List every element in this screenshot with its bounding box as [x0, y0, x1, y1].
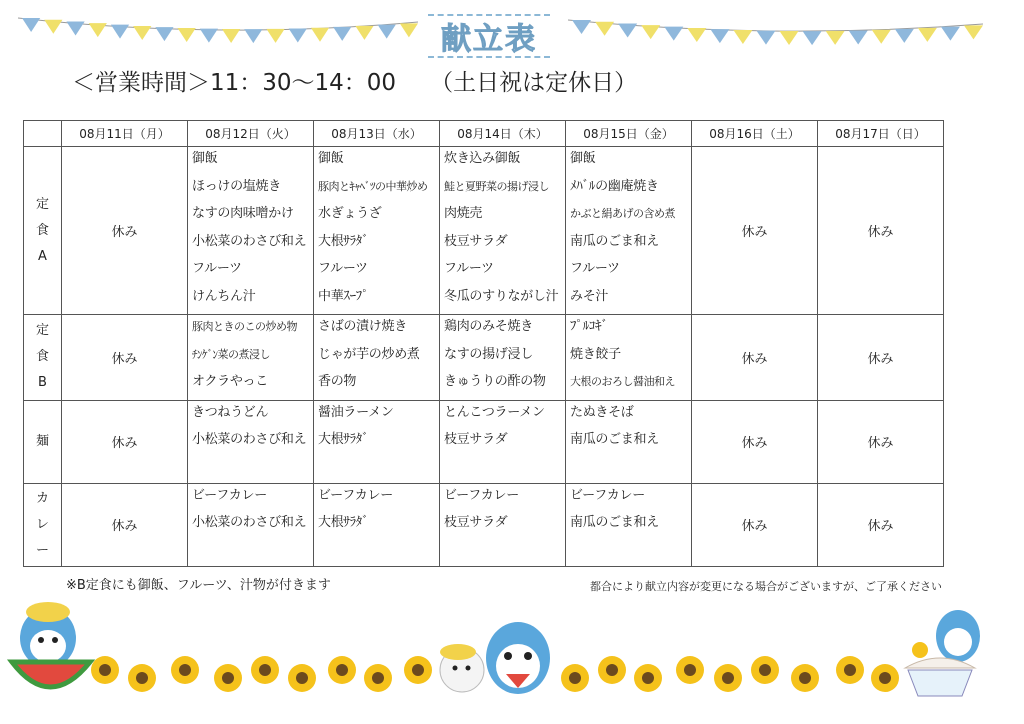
day-header: 08月11日（月）: [62, 121, 188, 147]
sunflower-icon: [751, 656, 779, 684]
menu-item: ﾁﾝｹﾞﾝ菜の煮浸し: [192, 347, 270, 361]
sunflower-icon: [288, 664, 316, 692]
menu-item: 焼き餃子: [570, 346, 621, 362]
bunting-flag: [200, 29, 218, 43]
menu-item: フルーツ: [192, 261, 242, 276]
chick-icon: [440, 644, 484, 692]
footnote-left: ※B定食にも御飯、フルーツ、汁物が付きます: [66, 578, 331, 593]
bunting-flag: [178, 28, 196, 42]
bunting-flag: [266, 29, 284, 43]
menu-item: 南瓜のごま和え: [570, 515, 659, 530]
rest-cell: 休み: [62, 147, 188, 315]
sunflower-icon: [836, 656, 864, 684]
menu-item: オクラやっこ: [192, 374, 268, 389]
menu-item: たぬきそば: [570, 404, 634, 420]
sunflower-icon: [598, 656, 626, 684]
bunting-flag: [222, 29, 240, 43]
day-header: 08月15日（金）: [566, 121, 692, 147]
bunting-flag: [687, 28, 706, 42]
bunting-flag: [618, 24, 637, 38]
bunting-flag: [66, 22, 84, 36]
category-label: カレー: [24, 483, 62, 566]
bunting-flag: [111, 25, 129, 39]
bunting-flag: [756, 31, 775, 45]
menu-item: 豚肉とｷｬﾍﾞﾂの中華炒め: [318, 179, 428, 193]
menu-item: 大根のおろし醤油和え: [570, 375, 675, 388]
menu-item: フルーツ: [570, 261, 620, 276]
menu-item: 鮭と夏野菜の揚げ浸し: [444, 179, 549, 193]
bunting-flag: [918, 28, 937, 42]
day-header: 08月17日（日）: [818, 121, 944, 147]
menu-item: 醤油ラーメン: [318, 404, 394, 420]
menu-item: 御飯: [318, 151, 344, 166]
bunting-flag: [44, 20, 62, 34]
menu-cell: [440, 147, 566, 315]
menu-cell: [314, 400, 440, 483]
bunting-flag: [155, 27, 173, 41]
menu-item: ﾒﾊﾞﾙの幽庵焼き: [570, 178, 659, 194]
bunting-flag: [89, 23, 107, 37]
bunting-flag: [964, 25, 983, 39]
menu-item: きつねうどん: [192, 404, 269, 420]
menu-item: 大根ｻﾗﾀﾞ: [318, 233, 369, 249]
rest-cell: 休み: [692, 483, 818, 566]
menu-item: 御飯: [192, 151, 218, 166]
sunflower-icon: [561, 664, 589, 692]
hours-text: ＜営業時間＞11：30〜14：00: [72, 70, 397, 96]
menu-cell: [314, 147, 440, 315]
sunflower-icon: [634, 664, 662, 692]
day-header: 08月13日（水）: [314, 121, 440, 147]
bunting-flag: [872, 30, 891, 44]
penguin-center-icon: [486, 622, 550, 694]
rest-cell: 休み: [62, 483, 188, 566]
menu-item: ビーフカレー: [570, 487, 645, 503]
bunting-flag: [378, 25, 396, 39]
sunflower-icon: [328, 656, 356, 684]
menu-cell: [566, 400, 692, 483]
bunting-flag: [710, 29, 729, 43]
bunting-flag: [849, 30, 868, 44]
rest-cell: 休み: [818, 483, 944, 566]
bunting-flag: [400, 23, 418, 37]
menu-item: 肉焼売: [444, 206, 483, 221]
menu-item: なすの揚げ浸し: [444, 346, 533, 362]
bunting-flag: [333, 27, 351, 41]
bunting-left-decoration: [18, 10, 418, 50]
rest-cell: 休み: [692, 315, 818, 401]
menu-item: 炊き込み御飯: [444, 151, 521, 166]
bunting-flag: [780, 31, 799, 45]
menu-item: 枝豆サラダ: [444, 515, 508, 530]
menu-cell: [440, 483, 566, 566]
category-label: 麺: [24, 400, 62, 483]
menu-cell: [440, 400, 566, 483]
menu-item: 香の物: [318, 374, 357, 389]
menu-item: じゃが芋の炒め煮: [318, 346, 420, 362]
penguin-watermelon-icon: [12, 602, 90, 687]
menu-cell: [566, 315, 692, 401]
menu-item: 小松菜のわさび和え: [192, 515, 307, 530]
penguin-shaved-ice-icon: [905, 610, 980, 696]
menu-item: きゅうりの酢の物: [444, 374, 546, 389]
page-title: 献立表: [441, 22, 537, 57]
menu-cell: [314, 315, 440, 401]
menu-item: さばの漬け焼き: [318, 319, 407, 334]
menu-item: フルーツ: [318, 261, 368, 276]
bunting-flag: [244, 29, 262, 43]
sunflower-icon: [714, 664, 742, 692]
footnote-right: 都合により献立内容が変更になる場合がございますが、ご了承ください: [590, 580, 942, 593]
bunting-flag: [133, 26, 151, 40]
sunflower-icon: [676, 656, 704, 684]
business-hours: [72, 64, 637, 97]
menu-item: 御飯: [570, 151, 596, 166]
bunting-flag: [22, 18, 40, 32]
menu-cell: [314, 483, 440, 566]
row-teishoku-b: [24, 315, 944, 401]
rest-cell: 休み: [818, 147, 944, 315]
menu-item: 中華ｽｰﾌﾟ: [318, 288, 369, 304]
corner-cell: [24, 121, 62, 147]
menu-cell: [566, 483, 692, 566]
menu-item: 豚肉ときのこの炒め物: [192, 320, 297, 333]
category-label: 定食A: [24, 147, 62, 315]
menu-item: ビーフカレー: [444, 487, 519, 503]
menu-item: 鶏肉のみそ焼き: [444, 319, 533, 334]
row-curry: [24, 483, 944, 566]
rest-cell: 休み: [818, 400, 944, 483]
menu-cell: [188, 483, 314, 566]
menu-item: なすの肉味噌かけ: [192, 206, 294, 221]
menu-item: フルーツ: [444, 261, 494, 276]
hours-note: （土日祝は定休日）: [430, 70, 638, 96]
menu-item: 冬瓜のすりながし汁: [444, 288, 559, 304]
rest-cell: 休み: [62, 400, 188, 483]
bunting-flag: [572, 20, 591, 34]
rest-cell: 休み: [692, 147, 818, 315]
rest-cell: 休み: [818, 315, 944, 401]
menu-item: ほっけの塩焼き: [192, 178, 281, 194]
sunflower-icon: [791, 664, 819, 692]
menu-cell: [566, 147, 692, 315]
bunting-flag: [826, 31, 845, 45]
sunflower-icon: [128, 664, 156, 692]
menu-item: 枝豆サラダ: [444, 233, 508, 249]
bunting-right-decoration: [568, 10, 983, 50]
menu-table: [23, 120, 944, 567]
menu-item: 南瓜のごま和え: [570, 432, 659, 447]
menu-item: 大根ｻﾗﾀﾞ: [318, 432, 369, 447]
menu-cell: [188, 315, 314, 401]
rest-cell: 休み: [62, 315, 188, 401]
menu-item: 水ぎょうざ: [318, 206, 382, 221]
menu-item: みそ汁: [570, 288, 609, 304]
menu-item: とんこつラーメン: [444, 404, 545, 420]
menu-cell: [440, 315, 566, 401]
menu-item: 小松菜のわさび和え: [192, 233, 307, 249]
sunflower-icon: [364, 664, 392, 692]
sunflower-icon: [871, 664, 899, 692]
bunting-flag: [941, 27, 960, 41]
menu-item: かぶと絹あげの含め煮: [570, 207, 675, 220]
menu-item: 枝豆サラダ: [444, 432, 508, 447]
sunflower-icon: [171, 656, 199, 684]
row-noodle: [24, 400, 944, 483]
bunting-flag: [895, 29, 914, 43]
row-teishoku-a: [24, 147, 944, 315]
menu-cell: [188, 147, 314, 315]
category-label: 定食B: [24, 315, 62, 401]
bunting-flag: [355, 26, 373, 40]
rest-cell: 休み: [692, 400, 818, 483]
bunting-flag: [733, 30, 752, 44]
sunflower-icon: [214, 664, 242, 692]
bunting-flag: [311, 28, 329, 42]
bunting-flag: [803, 31, 822, 45]
menu-item: ﾌﾟﾙｺｷﾞ: [570, 319, 608, 334]
bunting-flag: [595, 22, 614, 36]
sunflower-icon: [404, 656, 432, 684]
bunting-flag: [641, 25, 660, 39]
day-header: 08月14日（木）: [440, 121, 566, 147]
table-header-row: [24, 121, 944, 147]
day-header: 08月16日（土）: [692, 121, 818, 147]
title-banner: [428, 14, 550, 58]
menu-item: ビーフカレー: [192, 487, 267, 503]
sunflower-icon: [251, 656, 279, 684]
menu-item: 大根ｻﾗﾀﾞ: [318, 515, 369, 530]
bunting-flag: [289, 28, 307, 42]
menu-item: 南瓜のごま和え: [570, 233, 659, 249]
bottom-illustration: [0, 600, 1024, 724]
menu-item: けんちん汁: [192, 288, 256, 304]
bunting-flag: [664, 27, 683, 41]
sunflower-icon: [91, 656, 119, 684]
menu-item: 小松菜のわさび和え: [192, 432, 307, 447]
menu-item: ビーフカレー: [318, 487, 393, 503]
menu-cell: [188, 400, 314, 483]
day-header: 08月12日（火）: [188, 121, 314, 147]
